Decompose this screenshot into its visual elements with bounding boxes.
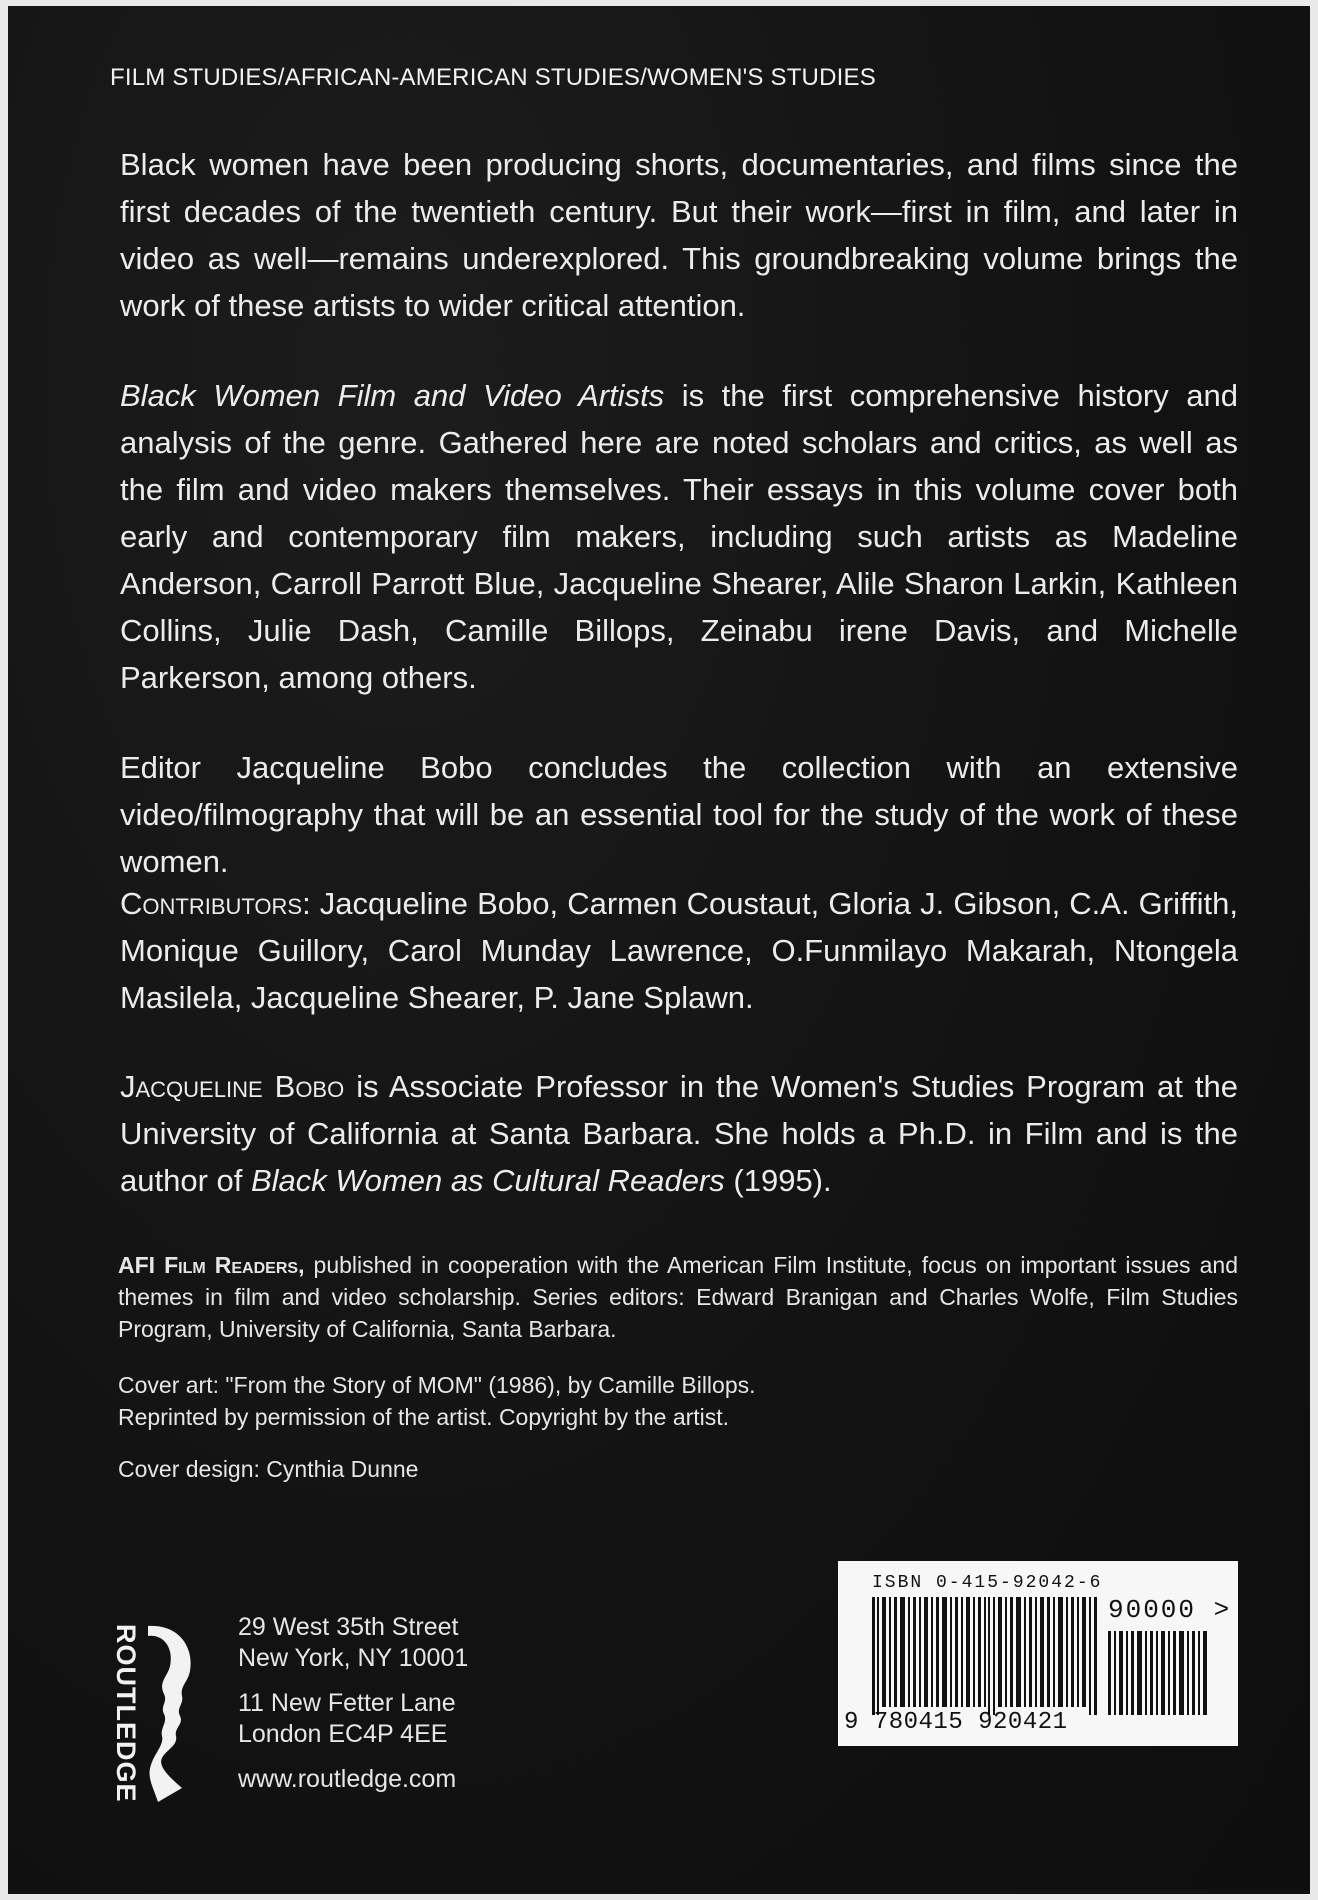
address-uk-line-1: 11 New Fetter Lane: [238, 1689, 456, 1717]
category-line: FILM STUDIES/AFRICAN-AMERICAN STUDIES/WOMEN'S STUDIES: [110, 64, 876, 91]
book-back-cover: [8, 6, 1310, 1894]
contributors-names: Jacqueline Bobo, Carmen Coustaut, Gloria J. Gibson, C.A. Griffith, Monique Guillory, Carol Munday Lawrence, O.Funmilayo Makarah, Ntongela Masilela, Jacqueline Shearer, P. Jane Splawn.: [120, 886, 1238, 1015]
publisher-logo-wordmark: ROUTLEDGE: [111, 1624, 141, 1803]
series-note: [118, 1249, 1238, 1345]
isbn-barcode: [838, 1561, 1238, 1746]
author-book-title: Black Women as Cultural Readers: [250, 1163, 725, 1198]
description-paragraph-2: [120, 372, 1238, 701]
description-paragraph-1: Black women have been producing shorts, documentaries, and films since the first decades of the twentieth century. But their work—first in film, and later in video as well—remains underexplored. This groundbreaking volume brings the work of these artists to wider critical attention.: [120, 147, 1238, 323]
cover-art-credit: [118, 1369, 1238, 1433]
isbn-number: ISBN 0-415-92042-6: [872, 1573, 1103, 1593]
author-name: Jacqueline Bobo: [120, 1069, 345, 1104]
publisher-website: www.routledge.com: [238, 1765, 457, 1793]
price-code: 90000 >: [1108, 1595, 1232, 1625]
address-ny-line-1: 29 West 35th Street: [238, 1613, 459, 1641]
contributors-label: Contributors:: [120, 886, 311, 921]
cover-design-credit: Cover design: Cynthia Dunne: [118, 1456, 419, 1482]
ean-digits: 9 780415 920421: [844, 1709, 1068, 1736]
book-title: Black Women Film and Video Artists: [120, 378, 665, 413]
publisher-addresses: [238, 1612, 468, 1795]
series-text: published in cooperation with the American Film Institute, focus on important issues and themes in film and video scholarship. Series editors: Edward Branigan and Charles Wolfe, Film Studies Program, University of California, Santa Barbara.: [118, 1252, 1238, 1342]
cover-art-line-2: Reprinted by permission of the artist. Copyright by the artist.: [118, 1404, 730, 1430]
series-label: AFI Film Readers,: [118, 1252, 305, 1278]
author-bio: [120, 1063, 1238, 1204]
cover-art-line-1: Cover art: "From the Story of MOM" (1986), by Camille Billops.: [118, 1372, 756, 1398]
address-uk-line-2: London EC4P 4EE: [238, 1720, 448, 1748]
paragraph-2-text: is the first comprehensive history and analysis of the genre. Gathered here are noted scholars and critics, as well as the film and video makers themselves. Their essays in this volume cover both early and contemporary film makers, including such artists as Madeline Anderson, Carroll Parrott Blue, Jacqueline Shearer, Alile Sharon Larkin, Kathleen Collins, Julie Dash, Camille Billops, Zeinabu irene Davis, and Michelle Parkerson, among others.: [120, 378, 1238, 695]
address-ny-line-2: New York, NY 10001: [238, 1644, 469, 1672]
contributors-paragraph: [120, 880, 1238, 1021]
description-paragraph-3: Editor Jacqueline Bobo concludes the collection with an extensive video/filmography that will be an essential tool for the study of the work of these women.: [120, 750, 1238, 879]
author-bio-text-end: (1995).: [724, 1163, 832, 1198]
author-bio-text: is Associate Professor in the Women's Studies Program at the University of California at Santa Barbara. She holds a Ph.D. in Film and is the author of: [120, 1069, 1238, 1198]
routledge-head-logo-icon: [118, 1616, 198, 1806]
